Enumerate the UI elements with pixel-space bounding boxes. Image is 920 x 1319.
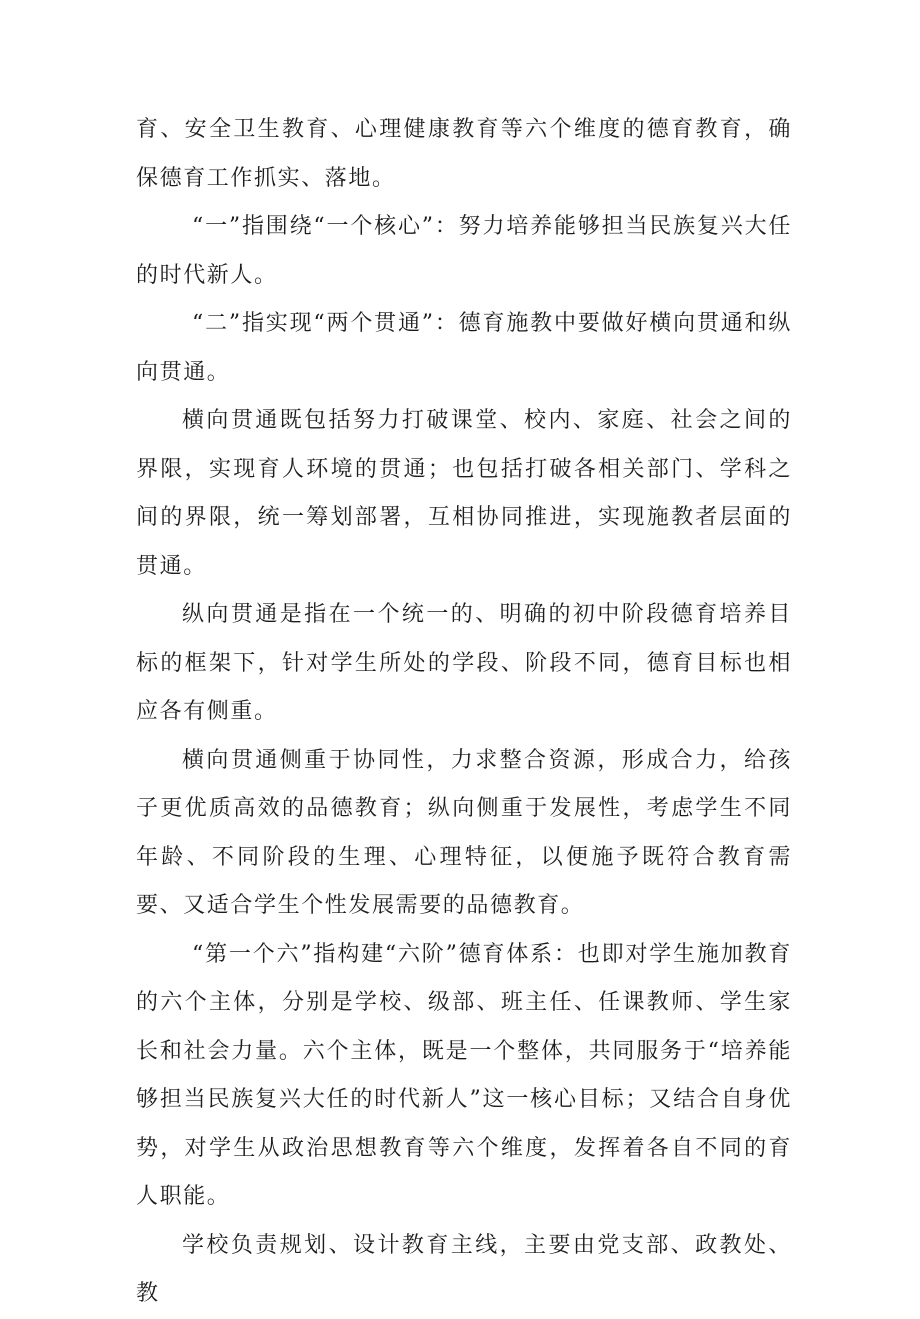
paragraph-school-role: 学校负责规划、设计教育主线，主要由党支部、政教处、教 bbox=[136, 1232, 792, 1306]
paragraph-two-connections: “二”指实现“两个贯通”：德育施教中要做好横向贯通和纵向贯通。 bbox=[136, 311, 792, 385]
document-body bbox=[136, 106, 792, 1319]
paragraph-one-core: “一”指围绕“一个核心”：努力培养能够担当民族复兴大任的时代新人。 bbox=[136, 214, 792, 288]
paragraph-vertical-connection: 纵向贯通是指在一个统一的、明确的初中阶段德育培养目标的框架下，针对学生所处的学段、阶段不同，德育目标也相应各有侧重。 bbox=[136, 602, 792, 724]
paragraph-continuation: 育、安全卫生教育、心理健康教育等六个维度的德育教育，确保德育工作抓实、落地。 bbox=[136, 117, 792, 191]
paragraph-comparison: 横向贯通侧重于协同性，力求整合资源，形成合力，给孩子更优质高效的品德教育；纵向侧重于发展性，考虑学生不同年龄、不同阶段的生理、心理特征，以便施予既符合教育需要、又适合学生个性发展需要的品德教育。 bbox=[136, 747, 792, 918]
paragraph-horizontal-connection: 横向贯通既包括努力打破课堂、校内、家庭、社会之间的界限，实现育人环境的贯通；也包括打破各相关部门、学科之间的界限，统一筹划部署，互相协同推进，实现施教者层面的贯通。 bbox=[136, 408, 792, 579]
paragraph-first-six: “第一个六”指构建“六阶”德育体系：也即对学生施加教育的六个主体，分别是学校、级部、班主任、任课教师、学生家长和社会力量。六个主体，既是一个整体，共同服务于“培养能够担当民族复兴大任的时代新人”这一核心目标；又结合自身优势，对学生从政治思想教育等六个维度，发挥着各自不同的育人职能。 bbox=[136, 941, 792, 1209]
